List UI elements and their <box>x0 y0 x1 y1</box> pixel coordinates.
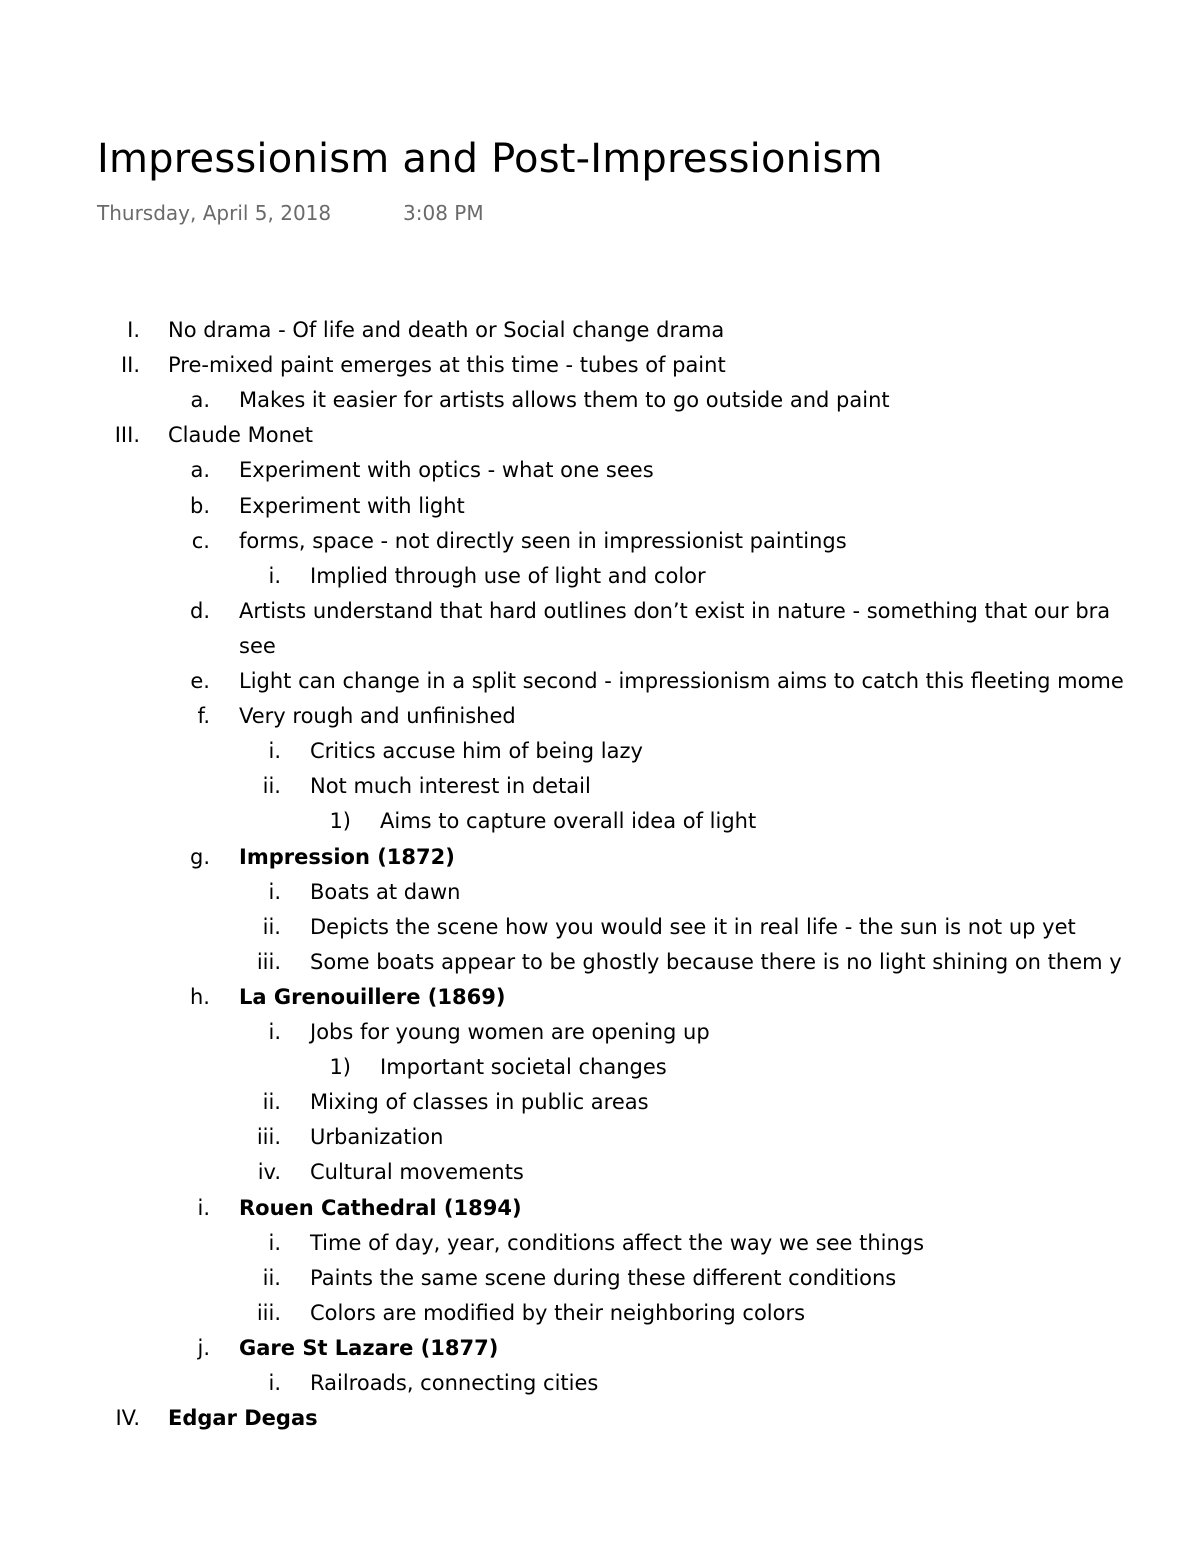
outline-marker: III. <box>114 423 140 448</box>
outline-item <box>0 875 1200 910</box>
outline-marker: i. <box>268 1020 281 1044</box>
outline-text: Experiment with light <box>239 493 465 518</box>
outline-text: Cultural movements <box>310 1160 524 1185</box>
outline-item <box>0 1261 1200 1296</box>
outline-text: Depicts the scene how you would see it in real life - the sun is not up yet <box>310 914 1076 939</box>
outline-item <box>0 1050 1200 1085</box>
outline-text: Gare St Lazare (1877) <box>239 1335 499 1360</box>
outline-marker: II. <box>120 353 140 378</box>
outline-item <box>0 594 1200 629</box>
outline-marker: ii. <box>262 1090 281 1115</box>
outline-item <box>0 524 1200 559</box>
outline-marker: i. <box>268 563 281 588</box>
outline-item <box>0 1366 1200 1401</box>
outline-text: Artists understand that hard outlines don’t exist in nature - something that our bra <box>239 598 1111 623</box>
outline-item <box>0 1401 1200 1436</box>
outline-item <box>0 804 1200 839</box>
outline-item <box>0 489 1200 524</box>
outline-text: Mixing of classes in public areas <box>310 1090 649 1115</box>
outline-text: Colors are modified by their neighboring colors <box>310 1300 806 1325</box>
outline-text: see <box>239 633 276 658</box>
outline-item <box>0 1085 1200 1120</box>
outline-marker: i. <box>268 1371 281 1395</box>
outline-item <box>0 1331 1200 1366</box>
outline-item <box>0 840 1200 875</box>
outline-item <box>0 1120 1200 1155</box>
outline-item <box>0 453 1200 488</box>
outline-marker: iv. <box>257 1160 281 1185</box>
outline-marker: h. <box>190 984 210 1009</box>
outline-text: Light can change in a split second - impressionism aims to catch this fleeting mome <box>239 669 1124 693</box>
outline-marker: iii. <box>256 1300 281 1325</box>
outline-text: Pre-mixed paint emerges at this time - tubes of paint <box>168 353 726 378</box>
outline-text: forms, space - not directly seen in impressionist paintings <box>239 528 847 553</box>
outline-marker: ii. <box>262 914 281 939</box>
outline-text: Time of day, year, conditions affect the way we see things <box>310 1230 925 1255</box>
outline-item <box>0 734 1200 769</box>
outline-marker: g. <box>189 844 210 869</box>
outline-marker: c. <box>191 528 210 553</box>
outline-marker: ii. <box>262 774 281 799</box>
outline-item <box>0 1226 1200 1261</box>
outline-marker: 1) <box>329 809 351 834</box>
outline-item <box>0 629 1200 664</box>
outline-item <box>0 418 1200 453</box>
outline-marker: i. <box>268 1230 281 1255</box>
outline-text: La Grenouillere (1869) <box>239 984 506 1009</box>
outline-item <box>0 559 1200 594</box>
outline-text: Jobs for young women are opening up <box>310 1020 710 1044</box>
outline-text: Aims to capture overall idea of light <box>380 809 757 834</box>
outline-item <box>0 1296 1200 1331</box>
outline-item <box>0 945 1200 980</box>
outline-marker: i. <box>268 739 281 764</box>
outline-text: Edgar Degas <box>168 1406 318 1431</box>
outline-text: Rouen Cathedral (1894) <box>239 1195 522 1220</box>
page-title: Impressionism and Post-Impressionism <box>97 136 883 182</box>
outline-marker: e. <box>190 669 210 693</box>
outline-text: Railroads, connecting cities <box>310 1371 599 1395</box>
outline-item <box>0 1015 1200 1050</box>
outline-item <box>0 313 1200 348</box>
outline-marker: a. <box>190 458 210 483</box>
outline-item <box>0 910 1200 945</box>
outline-text: Makes it easier for artists allows them to go outside and paint <box>239 388 890 413</box>
outline-text: Claude Monet <box>168 423 314 448</box>
outline-text: Very rough and unfinished <box>239 704 516 729</box>
outline-marker: IV. <box>115 1406 140 1431</box>
outline-item <box>0 664 1200 699</box>
outline-item <box>0 383 1200 418</box>
outline-marker: ii. <box>262 1265 281 1290</box>
outline-text: No drama - Of life and death or Social change drama <box>168 318 725 342</box>
outline-item <box>0 1155 1200 1190</box>
outline-item <box>0 1191 1200 1226</box>
outline-item <box>0 348 1200 383</box>
outline-text: Impression (1872) <box>239 844 455 869</box>
outline-item <box>0 980 1200 1015</box>
outline-marker: j. <box>197 1335 210 1360</box>
outline-text: Paints the same scene during these different conditions <box>310 1265 897 1290</box>
outline-marker: i. <box>268 879 281 904</box>
outline-text: Urbanization <box>310 1125 444 1150</box>
outline-marker: i. <box>197 1195 210 1220</box>
outline-text: Experiment with optics - what one sees <box>239 458 654 483</box>
note-date: Thursday, April 5, 2018 <box>97 201 332 225</box>
outline-text: Critics accuse him of being lazy <box>310 739 643 764</box>
outline-marker: d. <box>189 598 210 623</box>
outline-marker: 1) <box>329 1055 351 1080</box>
outline-text: Implied through use of light and color <box>310 563 706 588</box>
outline-marker: iii. <box>256 1125 281 1150</box>
outline-marker: I. <box>127 318 140 342</box>
outline-text: Important societal changes <box>380 1055 667 1080</box>
outline-marker: iii. <box>256 949 281 974</box>
note-time: 3:08 PM <box>403 201 484 225</box>
outline-marker: a. <box>190 388 210 413</box>
outline-text: Not much interest in detail <box>310 774 591 799</box>
outline-text: Some boats appear to be ghostly because there is no light shining on them y <box>310 949 1122 974</box>
outline-marker: b. <box>189 493 210 518</box>
outline-item <box>0 699 1200 734</box>
outline-marker: f. <box>197 704 210 729</box>
outline-item <box>0 769 1200 804</box>
outline-text: Boats at dawn <box>310 879 461 904</box>
